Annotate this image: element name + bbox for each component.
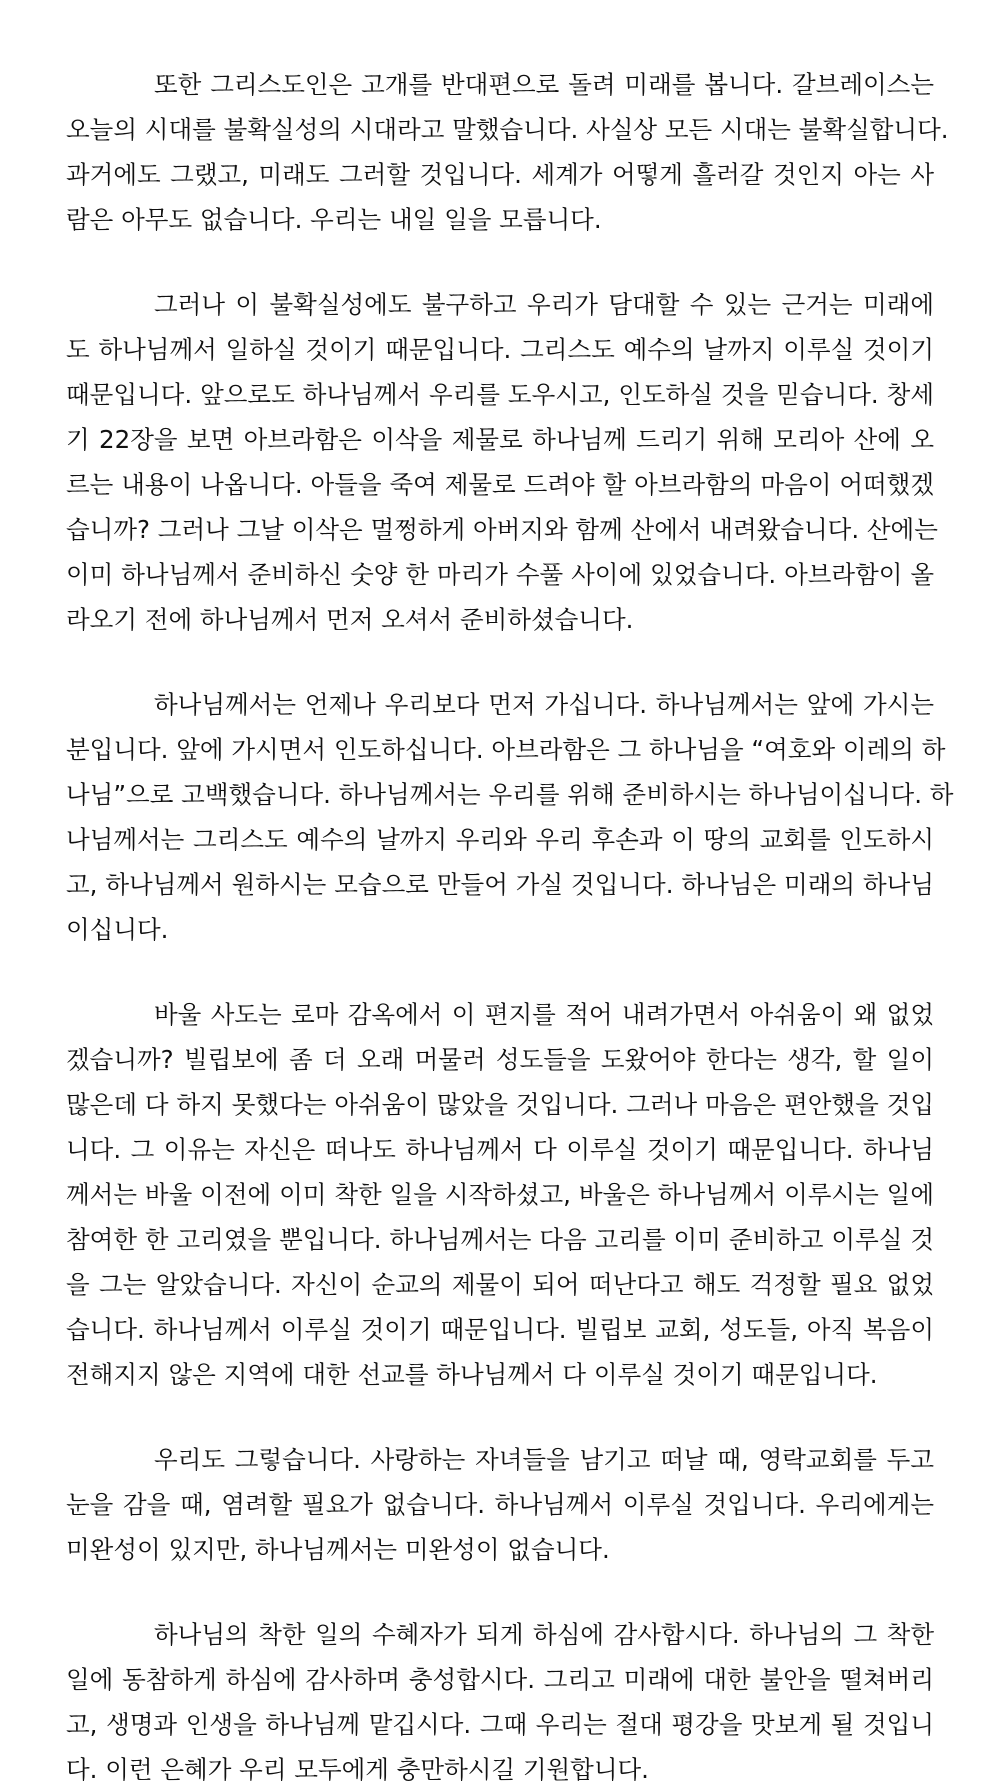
text-line: 많은데 다 하지 못했다는 아쉬움이 많았을 것입니다. 그러나 마음은 편안했을 것입 [66,1090,934,1119]
text-line: 때문입니다. 앞으로도 하나님께서 우리를 도우시고, 인도하실 것을 믿습니다. 창세 [66,380,934,409]
text-line: 전해지지 않은 지역에 대한 선교를 하나님께서 다 이루실 것이기 때문입니다. [66,1360,878,1389]
text-line: 다. 이런 은혜가 우리 모두에게 충만하시길 기원합니다. [66,1755,649,1784]
text-line: 하나님의 착한 일의 수혜자가 되게 하심에 감사합시다. 하나님의 그 착한 [154,1620,934,1649]
text-line: 또한 그리스도인은 고개를 반대편으로 돌려 미래를 봅니다. 갈브레이스는 [154,70,934,99]
paragraph-4 [66,992,934,1397]
paragraph-6 [66,1612,934,1792]
text-line: 을 그는 알았습니다. 자신이 순교의 제물이 되어 떠난다고 해도 걱정할 필요 없었 [66,1270,934,1299]
text-line: 참여한 한 고리였을 뿐입니다. 하나님께서는 다음 고리를 이미 준비하고 이루실 것 [66,1225,934,1254]
text-line: 이십니다. [66,915,169,944]
text-line: 께서는 바울 이전에 이미 착한 일을 시작하셨고, 바울은 하나님께서 이루시는 일에 [66,1180,934,1209]
text-line: 하나님께서는 언제나 우리보다 먼저 가십니다. 하나님께서는 앞에 가시는 [154,690,934,719]
text-line: 습니다. 하나님께서 이루실 것이기 때문입니다. 빌립보 교회, 성도들, 아직 복음이 [66,1315,934,1344]
text-line: 그러나 이 불확실성에도 불구하고 우리가 담대할 수 있는 근거는 미래에 [154,290,934,319]
text-line: 나님”으로 고백했습니다. 하나님께서는 우리를 위해 준비하시는 하나님이십니다. 하 [66,780,954,809]
text-line: 미완성이 있지만, 하나님께서는 미완성이 없습니다. [66,1535,610,1564]
text-line: 일에 동참하게 하심에 감사하며 충성합시다. 그리고 미래에 대한 불안을 떨쳐버리 [66,1665,934,1694]
text-line: 기 22장을 보면 아브라함은 이삭을 제물로 하나님께 드리기 위해 모리아 산에 오 [66,425,934,454]
text-line: 분입니다. 앞에 가시면서 인도하십니다. 아브라함은 그 하나님을 “여호와 이레의 하 [66,735,946,764]
text-line: 람은 아무도 없습니다. 우리는 내일 일을 모릅니다. [66,205,602,234]
text-line: 도 하나님께서 일하실 것이기 때문입니다. 그리스도 예수의 날까지 이루실 것이기 [66,335,934,364]
paragraph-1 [66,62,949,242]
text-line: 눈을 감을 때, 염려할 필요가 없습니다. 하나님께서 이루실 것입니다. 우리에게는 [66,1490,934,1519]
text-line: 나님께서는 그리스도 예수의 날까지 우리와 우리 후손과 이 땅의 교회를 인도하시 [66,825,934,854]
paragraph-5 [66,1437,934,1572]
text-line: 겠습니까? 빌립보에 좀 더 오래 머물러 성도들을 도왔어야 한다는 생각, 할 일이 [66,1045,934,1074]
text-line: 니다. 그 이유는 자신은 떠나도 하나님께서 다 이루실 것이기 때문입니다. 하나님 [66,1135,934,1164]
text-line: 바울 사도는 로마 감옥에서 이 편지를 적어 내려가면서 아쉬움이 왜 없었 [154,1000,934,1029]
text-line: 이미 하나님께서 준비하신 숫양 한 마리가 수풀 사이에 있었습니다. 아브라함이 올 [66,560,934,589]
text-line: 고, 하나님께서 원하시는 모습으로 만들어 가실 것입니다. 하나님은 미래의 하나님 [66,870,934,899]
text-line: 오늘의 시대를 불확실성의 시대라고 말했습니다. 사실상 모든 시대는 불확실합니다. [66,115,949,144]
text-line: 과거에도 그랬고, 미래도 그러할 것입니다. 세계가 어떻게 흘러갈 것인지 아는 사 [66,160,934,189]
paragraph-2 [66,282,938,642]
text-line: 고, 생명과 인생을 하나님께 맡깁시다. 그때 우리는 절대 평강을 맛보게 될 것입니 [66,1710,934,1739]
text-line: 르는 내용이 나옵니다. 아들을 죽여 제물로 드려야 할 아브라함의 마음이 어떠했겠 [66,470,934,499]
text-line: 습니까? 그러나 그날 이삭은 멀쩡하게 아버지와 함께 산에서 내려왔습니다. 산에는 [66,515,938,544]
text-line: 라오기 전에 하나님께서 먼저 오셔서 준비하셨습니다. [66,605,634,634]
text-line: 우리도 그렇습니다. 사랑하는 자녀들을 남기고 떠날 때, 영락교회를 두고 [154,1445,934,1474]
paragraph-3 [66,682,954,952]
